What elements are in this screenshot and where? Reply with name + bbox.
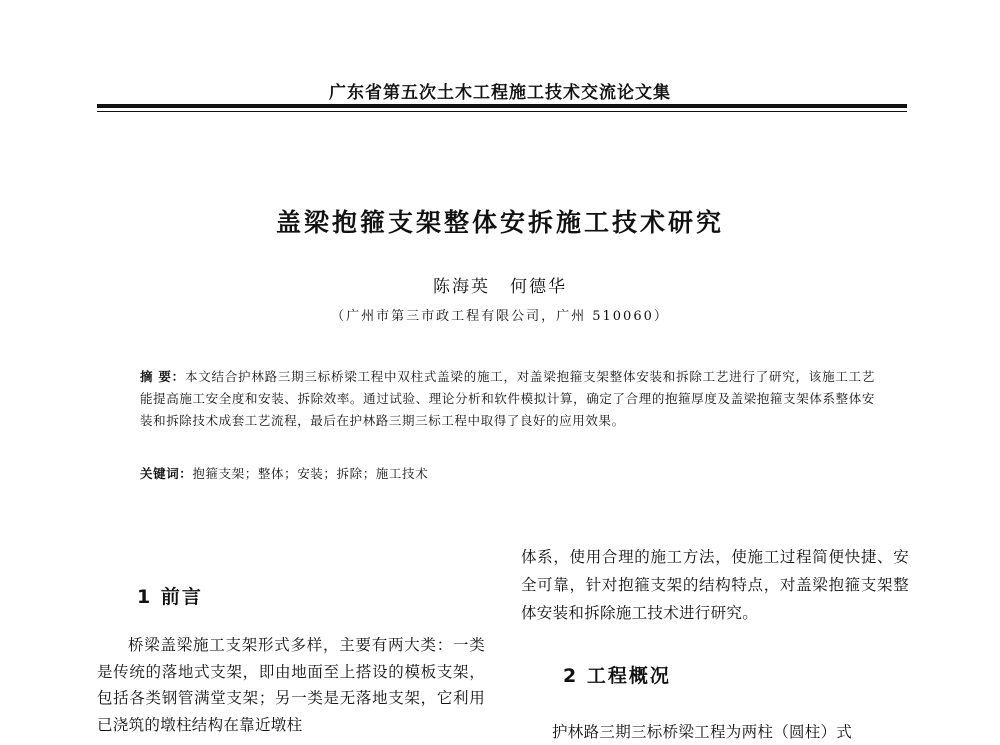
keywords (140, 463, 875, 485)
section-1-continued-paragraph: 体系，使用合理的施工方法，使施工过程简便快捷、安全可靠，针对抱箍支架的结构特点，对盖梁抱箍支架整体安装和拆除施工技术进行研究。 (521, 548, 909, 622)
keywords-text: 抱箍支架；整体；安装；拆除；施工技术 (192, 466, 429, 481)
authors (0, 272, 1000, 297)
section-1-paragraph: 桥梁盖梁施工支架形式多样，主要有两大类：一类是传统的落地式支架，即由地面至上搭设的模板支架，包括各类钢管满堂支架；另一类是无落地支架，它利用已浇筑的墩柱结构在靠近墩柱 (97, 636, 485, 734)
section-2-paragraph: 护林路三期三标桥梁工程为两柱（圆柱）式 (552, 723, 853, 741)
keywords-label: 关键词： (140, 466, 193, 481)
header-rule-thin (97, 111, 907, 112)
header-rule-thick (97, 104, 907, 108)
author-name: 陈海英 (433, 277, 490, 297)
paper-title: 盖梁抱箍支架整体安拆施工技术研究 (275, 208, 724, 237)
author-name: 何德华 (510, 277, 567, 297)
abstract-text: 本文结合护林路三期三标桥梁工程中双柱式盖梁的施工，对盖梁抱箍支架整体安装和拆除工艺进行了研究，该施工工艺能提高施工安全度和安装、拆除效率。通过试验、理论分析和软件模拟计算，确定了合理的抱箍厚度及盖梁抱箍支架体系整体安装和拆除技术成套工艺流程，最后在护林路三期三标工程中取得了良好的应用效果。 (140, 369, 875, 428)
journal-header: 广东省第五次土木工程施工技术交流论文集 (329, 83, 671, 103)
abstract (140, 366, 875, 432)
abstract-label: 摘 要： (140, 369, 185, 384)
section-2-heading: 2 工程概况 (563, 665, 671, 687)
affiliation: （广州市第三市政工程有限公司，广州 510060） (331, 309, 669, 324)
section-1-heading: 1 前言 (137, 586, 203, 608)
